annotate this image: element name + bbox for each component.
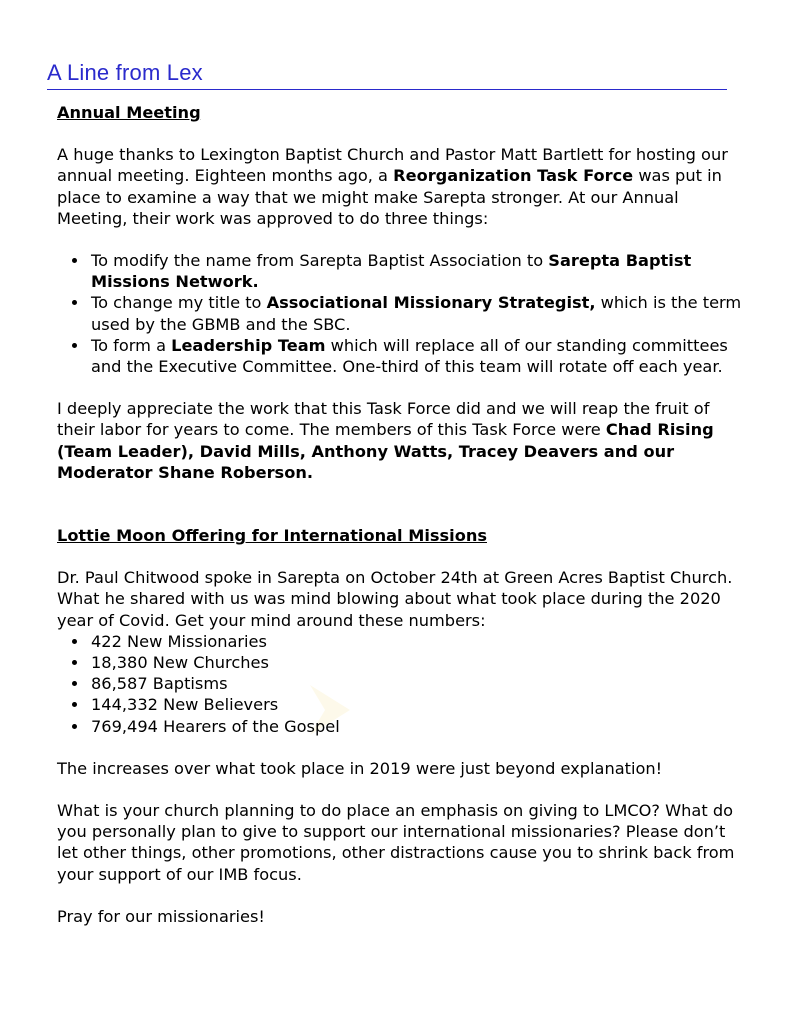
bold-text: Leadership Team bbox=[171, 335, 326, 355]
list-item bbox=[89, 292, 747, 334]
list-item: • 144,332 New Believers bbox=[89, 694, 747, 715]
text-run: A huge thanks to Lexington Baptist Church and Pastor Matt Bartlett for hosting our annual meeting. Eighteen months ago, a bbox=[57, 145, 728, 186]
text-run: which will replace all of our standing committees and the Executive Committee. One-third of this team will rotate off each year. bbox=[91, 335, 728, 377]
bold-text: Chad Rising (Team Leader), David Mills, Anthony Watts, Tracey Deavers and our Moderator Shane Roberson. bbox=[57, 420, 714, 482]
task-force-paragraph bbox=[57, 398, 747, 483]
bold-text: Reorganization Task Force bbox=[393, 166, 634, 186]
lottie-moon-intro: Dr. Paul Chitwood spoke in Sarepta on October 24th at Green Acres Baptist Church. What he shared with us was mind blowing about what took place during the 2020 year of Covid. Get your mind around these numbers: bbox=[57, 568, 733, 630]
list-item: • 769,494 Hearers of the Gospel bbox=[89, 716, 747, 737]
list-item: • 86,587 Baptisms bbox=[89, 673, 747, 694]
question-paragraph: What is your church planning to do place an emphasis on giving to LMCO? What do you personally plan to give to support our international missionaries? Please don’t let other things, other promotions, other distractions cause you to shrink back from your support of our IMB focus. bbox=[57, 801, 735, 884]
text-run: was put in place to examine a way that we might make Sarepta stronger. At our Annual Meeting, their work was approved to do three things: bbox=[57, 166, 722, 228]
text-run: which is the term used by the GBMB and the SBC. bbox=[91, 293, 742, 334]
bold-text: Sarepta Baptist Missions Network. bbox=[91, 251, 692, 292]
annual-meeting-list bbox=[57, 250, 747, 377]
list-item: • 422 New Missionaries bbox=[89, 631, 747, 652]
annual-meeting-intro bbox=[57, 144, 747, 229]
stats-list bbox=[57, 631, 747, 737]
list-item: • 18,380 New Churches bbox=[89, 652, 747, 673]
text-run: To modify the name from Sarepta Baptist Association to bbox=[91, 251, 549, 271]
annual-meeting-heading: Annual Meeting bbox=[57, 103, 201, 122]
prayer-line: Pray for our missionaries! bbox=[57, 906, 265, 926]
text-run: I deeply appreciate the work that this Task Force did and we will reap the fruit of their labor for years to come. The members of this Task Force were bbox=[57, 399, 710, 440]
text-run: To change my title to bbox=[91, 293, 267, 313]
bold-text: Associational Missionary Strategist, bbox=[266, 293, 596, 313]
title-rule bbox=[47, 89, 727, 90]
article-body bbox=[57, 102, 747, 927]
list-item bbox=[89, 335, 747, 377]
text-run: To form a bbox=[91, 335, 172, 355]
page-title: A Line from Lex bbox=[47, 60, 203, 85]
increase-paragraph: The increases over what took place in 2019 were just beyond explanation! bbox=[57, 758, 663, 778]
list-item bbox=[89, 250, 747, 292]
lottie-moon-heading: Lottie Moon Offering for International Missions bbox=[57, 526, 487, 546]
